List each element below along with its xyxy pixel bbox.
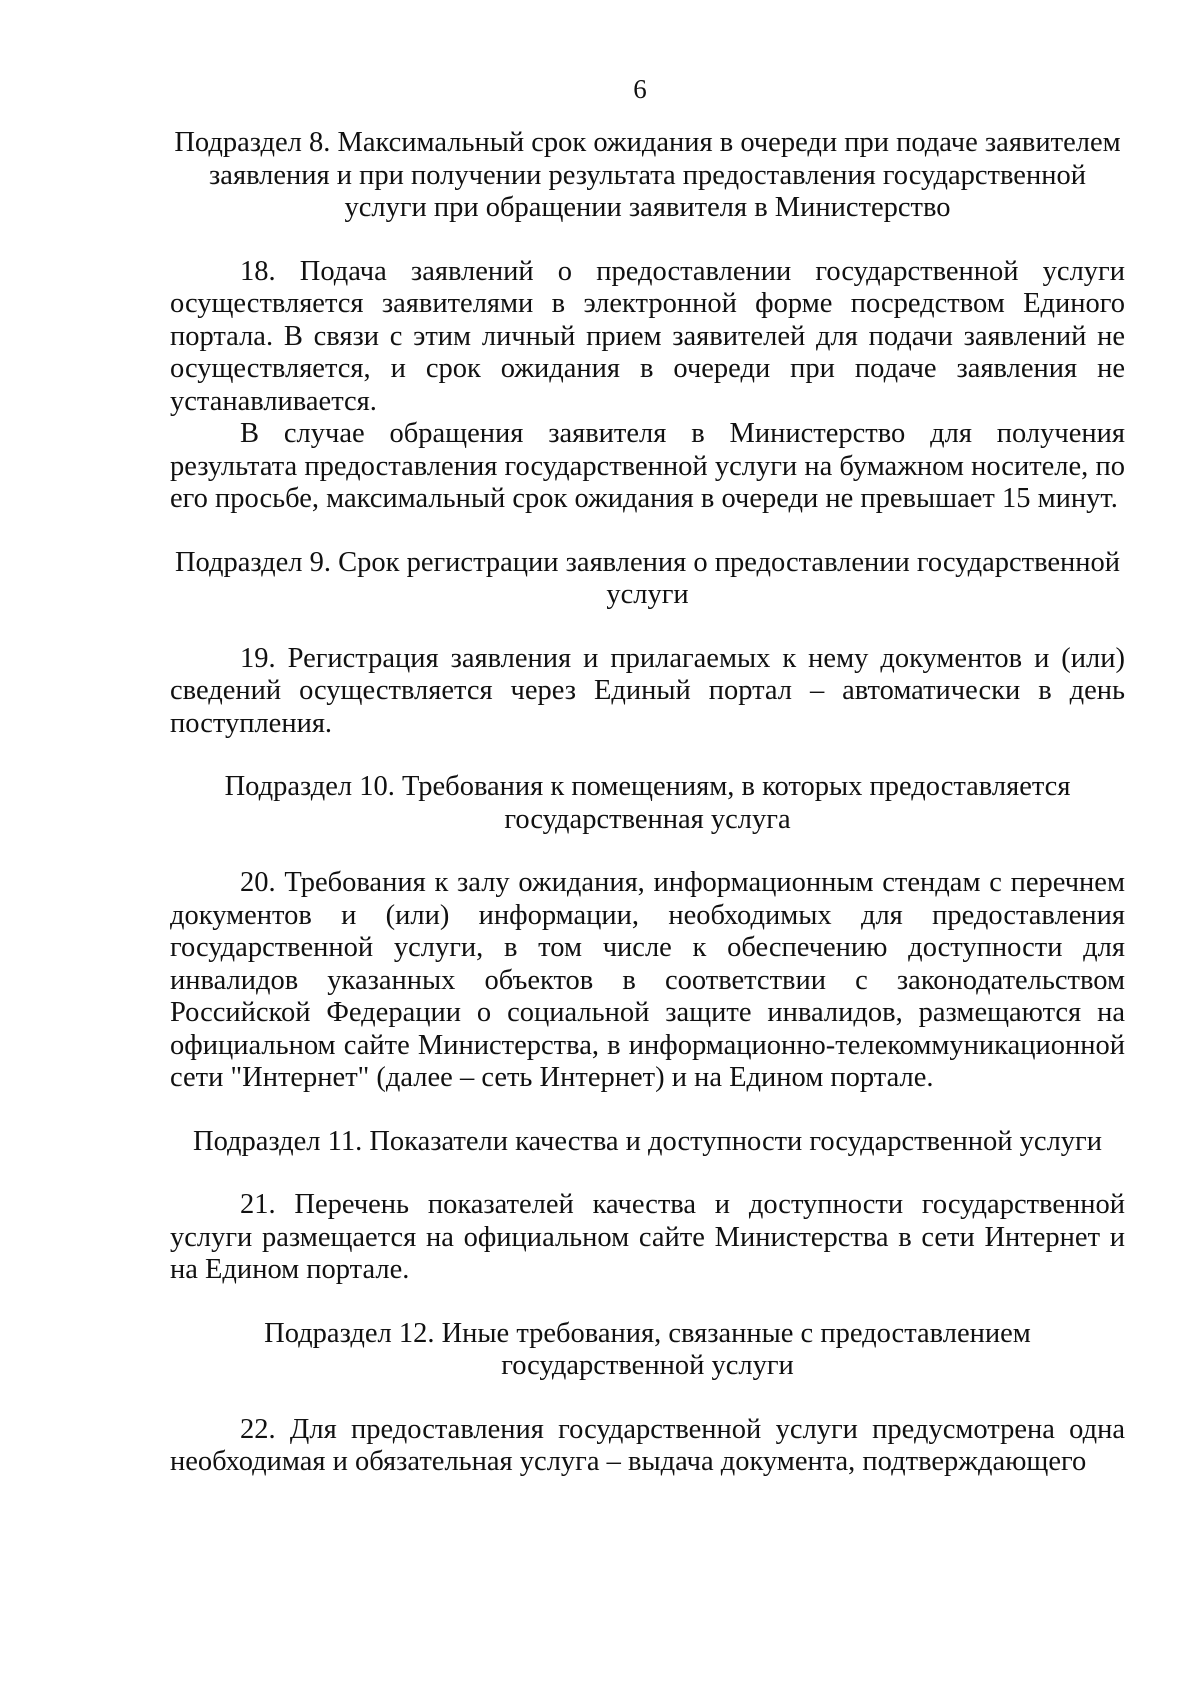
section-12-heading: Подраздел 12. Иные требования, связанные с предоставлением государственной услуги	[264, 1317, 1031, 1381]
spacer	[170, 1383, 1125, 1414]
spacer	[170, 1158, 1125, 1189]
section-11-heading: Подраздел 11. Показатели качества и доступности государственной услуги	[192, 1125, 1102, 1157]
page-number: 6	[633, 74, 647, 104]
paragraph-21: 21. Перечень показателей качества и доступности государственной услуги размещается на официальном сайте Министерства в сети Интернет и на Едином портале.	[170, 1189, 1125, 1285]
paragraph-20: 20. Требования к залу ожидания, информационным стендам с перечнем документов и (или) информации, необходимых для предоставления государственной услуги, в том числе к обеспечению доступности для инвалидов указанных объектов в соответствии с законодательством Российской Федерации о социальной защите инвалидов, размещаются на официальном сайте Министерства, в информационно-телекоммуникационной сети "Интернет" (далее – сеть Интернет) и на Едином портале.	[170, 867, 1125, 1093]
spacer	[170, 225, 1125, 256]
spacer	[170, 516, 1125, 547]
document-body	[170, 127, 1125, 1479]
spacer	[170, 836, 1125, 867]
spacer	[170, 1095, 1125, 1126]
paragraph-18: 18. Подача заявлений о предоставлении государственной услуги осуществляется заявителями в электронной форме посредством Единого портала. В связи с этим личный прием заявителей для подачи заявлений не осуществляется, и срок ожидания в очереди при подаче заявления не устанавливается.	[170, 255, 1125, 417]
spacer	[170, 740, 1125, 771]
spacer	[170, 612, 1125, 643]
paragraph-19: 19. Регистрация заявления и прилагаемых к нему документов и (или) сведений осуществляется через Единый портал – автоматически в день поступления.	[170, 642, 1125, 739]
section-9-heading: Подраздел 9. Срок регистрации заявления о предоставлении государственной услуги	[174, 546, 1121, 610]
spacer	[170, 1287, 1125, 1318]
section-10-heading: Подраздел 10. Требования к помещениям, в которых предоставляется государственная услуга	[224, 771, 1071, 835]
paragraph-18-continued: В случае обращения заявителя в Министерство для получения результата предоставления государственной услуги на бумажном носителе, по его просьбе, максимальный срок ожидания в очереди не превышает 15 минут.	[170, 418, 1125, 514]
paragraph-22: 22. Для предоставления государственной услуги предусмотрена одна необходимая и обязательная услуга – выдача документа, подтверждающего	[170, 1413, 1125, 1477]
section-8-heading: Подраздел 8. Максимальный срок ожидания в очереди при подаче заявителем заявления и при получении результата предоставления государственной услуги при обращении заявителя в Министерство	[174, 127, 1121, 223]
